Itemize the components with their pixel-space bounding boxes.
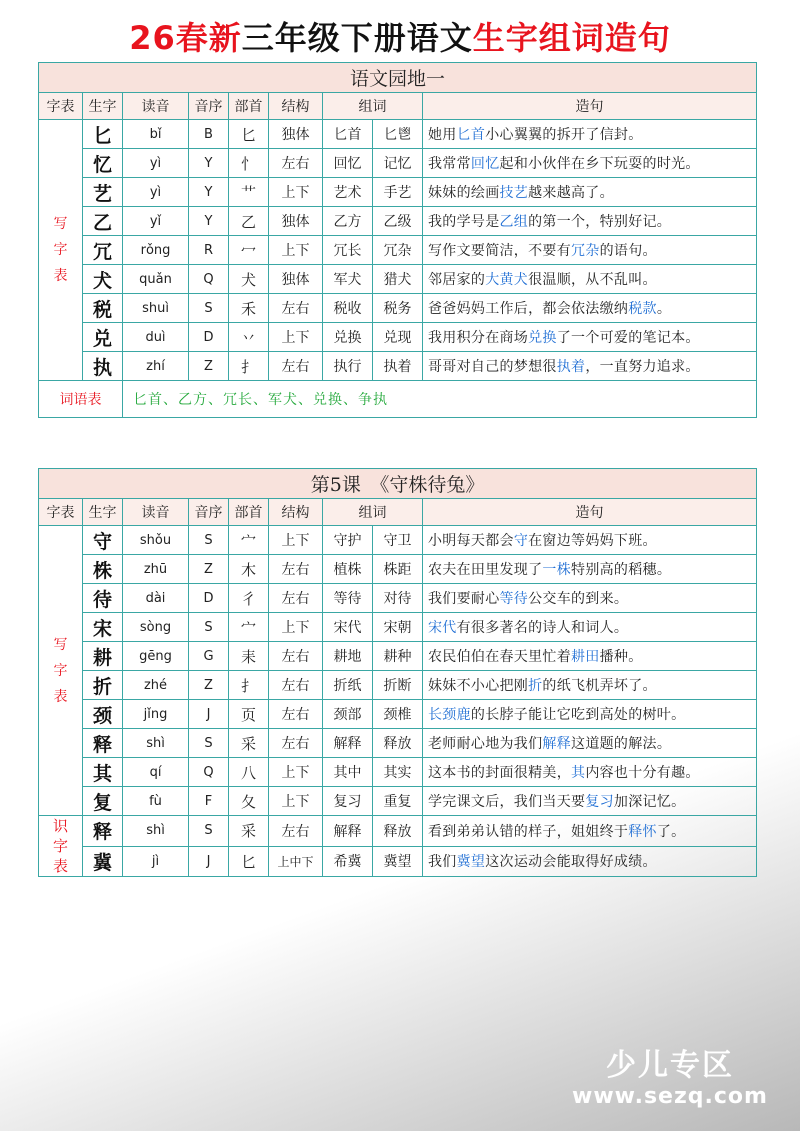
word-cell: 宋代	[323, 613, 373, 642]
word-cell: 冀望	[373, 846, 423, 877]
char-cell: 株	[83, 555, 123, 584]
sequence-cell: J	[189, 700, 229, 729]
sentence-part: 内容也十分有趣。	[585, 765, 700, 781]
sentence-part: ，一直努力追求。	[585, 359, 700, 375]
table-row	[39, 700, 757, 729]
structure-cell: 左右	[269, 642, 323, 671]
ci-table-label: 词语表	[39, 381, 123, 418]
pinyin-cell: shì	[123, 729, 189, 758]
structure-cell: 左右	[269, 816, 323, 847]
sequence-cell: D	[189, 584, 229, 613]
word-cell: 艺术	[323, 178, 373, 207]
header-cell: 结构	[269, 93, 323, 120]
table-row	[39, 846, 757, 877]
pinyin-cell: fù	[123, 787, 189, 816]
sentence-part: 妹妹不小心把刚	[428, 678, 529, 694]
sentence-part: 学完课文后，我们当天要	[428, 794, 586, 810]
radical-cell: 宀	[229, 526, 269, 555]
group-label	[39, 526, 83, 816]
char-cell: 执	[83, 352, 123, 381]
group-label	[39, 120, 83, 381]
char-cell: 犬	[83, 265, 123, 294]
sentence-cell	[423, 352, 757, 381]
structure-cell: 左右	[269, 149, 323, 178]
group-label-char: 字	[53, 662, 68, 679]
pinyin-cell: yì	[123, 149, 189, 178]
highlight-word: 折	[528, 678, 543, 694]
sentence-cell	[423, 671, 757, 700]
sequence-cell: Z	[189, 352, 229, 381]
title-part-1: 26春新	[129, 19, 242, 57]
radical-cell: 禾	[229, 294, 269, 323]
sentence-part: 播种。	[599, 649, 643, 665]
structure-cell: 左右	[269, 700, 323, 729]
word-cell: 宋朝	[373, 613, 423, 642]
header-cell: 音序	[189, 499, 229, 526]
word-cell: 解释	[323, 729, 373, 758]
pinyin-cell: zhí	[123, 352, 189, 381]
highlight-word: 兑换	[528, 330, 557, 346]
radical-cell: 冖	[229, 236, 269, 265]
pinyin-cell: shuì	[123, 294, 189, 323]
table-row	[39, 758, 757, 787]
table-row	[39, 323, 757, 352]
sequence-cell: S	[189, 613, 229, 642]
sentence-part: 这道题的解法。	[571, 736, 672, 752]
table-row	[39, 613, 757, 642]
word-cell: 耕地	[323, 642, 373, 671]
sentence-cell	[423, 236, 757, 265]
sentence-part: 公交车的到来。	[528, 591, 629, 607]
word-cell: 守护	[323, 526, 373, 555]
word-cell: 对待	[373, 584, 423, 613]
word-cell: 执行	[323, 352, 373, 381]
char-cell: 释	[83, 816, 123, 847]
radical-cell: 页	[229, 700, 269, 729]
sequence-cell: Y	[189, 178, 229, 207]
sentence-part: 我的学号是	[428, 214, 500, 230]
highlight-word: 执着	[556, 359, 586, 375]
header-cell: 结构	[269, 499, 323, 526]
radical-cell: 丷	[229, 323, 269, 352]
word-cell: 匕鬯	[373, 120, 423, 149]
sequence-cell: Z	[189, 555, 229, 584]
word-cell: 颈椎	[373, 700, 423, 729]
sentence-cell	[423, 700, 757, 729]
highlight-word: 长颈鹿	[428, 707, 471, 723]
header-cell: 造句	[423, 93, 757, 120]
radical-cell: 匕	[229, 120, 269, 149]
sentence-part: 写作文要简洁，不要有	[428, 243, 571, 259]
header-cell: 读音	[123, 93, 189, 120]
title-part-3: 生字组词造句	[472, 19, 671, 57]
table-row	[39, 294, 757, 323]
pinyin-cell: rǒng	[123, 236, 189, 265]
header-row	[39, 93, 757, 120]
highlight-word: 大黄犬	[485, 272, 529, 288]
section-2-table	[38, 468, 757, 877]
highlight-word: 一株	[542, 562, 572, 578]
char-cell: 其	[83, 758, 123, 787]
section-2-caption: 第5课 《守株待兔》	[39, 469, 757, 499]
pinyin-cell: zhé	[123, 671, 189, 700]
table-row	[39, 526, 757, 555]
watermark-brand: 少儿专区	[606, 1048, 734, 1083]
sentence-part: 加深记忆。	[613, 794, 686, 810]
structure-cell: 上下	[269, 178, 323, 207]
pinyin-cell: quǎn	[123, 265, 189, 294]
char-cell: 折	[83, 671, 123, 700]
header-cell: 造句	[423, 499, 757, 526]
sentence-part: 哥哥对自己的梦想很	[428, 359, 557, 375]
structure-cell: 左右	[269, 729, 323, 758]
radical-cell: 扌	[229, 352, 269, 381]
sentence-part: 我们要耐心	[428, 591, 500, 607]
pinyin-cell: shì	[123, 816, 189, 847]
pinyin-cell: qí	[123, 758, 189, 787]
sentence-part: 了。	[656, 823, 686, 840]
sequence-cell: G	[189, 642, 229, 671]
table-row	[39, 236, 757, 265]
sentence-part: 的语句。	[599, 243, 657, 259]
group-label-char: 字	[52, 837, 68, 855]
radical-cell: 匕	[229, 846, 269, 877]
word-cell: 等待	[323, 584, 373, 613]
sentence-cell	[423, 758, 757, 787]
sentence-part: 起和小伙伴在乡下玩耍的时光。	[499, 156, 700, 172]
radical-cell: 艹	[229, 178, 269, 207]
sentence-part: 有很多著名的诗人和词人。	[456, 620, 629, 636]
sentence-part: 她用	[428, 127, 457, 143]
highlight-word: 技艺	[499, 185, 529, 201]
structure-cell: 上下	[269, 613, 323, 642]
word-cell: 匕首	[323, 120, 373, 149]
word-cell: 乙方	[323, 207, 373, 236]
header-cell: 字表	[39, 93, 83, 120]
sequence-cell: Y	[189, 207, 229, 236]
sentence-part: 农夫在田里发现了	[428, 562, 543, 578]
word-cell: 颈部	[323, 700, 373, 729]
pinyin-cell: dài	[123, 584, 189, 613]
table-row	[39, 555, 757, 584]
sentence-part: 爸爸妈妈工作后，都会依法缴纳	[428, 301, 629, 317]
highlight-word: 其	[571, 765, 586, 781]
word-cell: 军犬	[323, 265, 373, 294]
char-cell: 税	[83, 294, 123, 323]
pinyin-cell: bǐ	[123, 120, 189, 149]
radical-cell: 采	[229, 729, 269, 758]
group-label-char: 写	[53, 636, 68, 653]
sentence-part: 农民伯伯在春天里忙着	[428, 649, 571, 665]
pinyin-cell: zhū	[123, 555, 189, 584]
structure-cell: 左右	[269, 671, 323, 700]
word-cell: 复习	[323, 787, 373, 816]
word-cell: 回忆	[323, 149, 373, 178]
sentence-part: 的长脖子能让它吃到高处的树叶。	[470, 707, 686, 723]
char-cell: 复	[83, 787, 123, 816]
group-label	[39, 816, 83, 877]
word-cell: 记忆	[373, 149, 423, 178]
highlight-word: 复习	[585, 794, 614, 810]
pinyin-cell: sòng	[123, 613, 189, 642]
word-cell: 释放	[373, 729, 423, 758]
group-label-char: 字	[53, 242, 68, 258]
table-row	[39, 816, 757, 847]
header-cell: 生字	[83, 93, 123, 120]
char-cell: 兑	[83, 323, 123, 352]
table-row	[39, 642, 757, 671]
char-cell: 颈	[83, 700, 123, 729]
word-cell: 重复	[373, 787, 423, 816]
sentence-part: 我们	[428, 854, 457, 871]
group-label-char: 写	[53, 216, 68, 232]
highlight-word: 宋代	[428, 620, 457, 636]
header-cell: 音序	[189, 93, 229, 120]
word-cell: 猎犬	[373, 265, 423, 294]
sequence-cell: Z	[189, 671, 229, 700]
word-cell: 解释	[323, 816, 373, 847]
sentence-cell	[423, 613, 757, 642]
highlight-word: 冀望	[456, 854, 486, 871]
table-row	[39, 787, 757, 816]
sentence-part: 小明每天都会	[428, 533, 514, 549]
sequence-cell: S	[189, 729, 229, 758]
table-row	[39, 178, 757, 207]
sentence-part: 这次运动会能取得好成绩。	[485, 854, 657, 871]
radical-cell: 彳	[229, 584, 269, 613]
sentence-part: 我常常	[428, 156, 471, 172]
highlight-word: 税款	[628, 301, 657, 317]
header-cell: 组词	[323, 93, 423, 120]
sentence-cell	[423, 729, 757, 758]
char-cell: 守	[83, 526, 123, 555]
sentence-part: 邻居家的	[428, 272, 486, 288]
page-title	[0, 16, 800, 60]
structure-cell: 左右	[269, 555, 323, 584]
pinyin-cell: duì	[123, 323, 189, 352]
structure-cell: 上下	[269, 758, 323, 787]
table-row	[39, 729, 757, 758]
header-row	[39, 499, 757, 526]
radical-cell: 犬	[229, 265, 269, 294]
group-label-char: 表	[53, 268, 68, 284]
word-cell: 冗长	[323, 236, 373, 265]
char-cell: 耕	[83, 642, 123, 671]
word-cell: 乙级	[373, 207, 423, 236]
sentence-cell	[423, 323, 757, 352]
word-cell: 兑换	[323, 323, 373, 352]
word-cell: 税务	[373, 294, 423, 323]
highlight-word: 解释	[542, 736, 572, 752]
highlight-word: 匕首	[456, 127, 486, 143]
radical-cell: 扌	[229, 671, 269, 700]
structure-cell: 左右	[269, 294, 323, 323]
sentence-part: 特别高的稻穗。	[571, 562, 672, 578]
sentence-part: 这本书的封面很精美，	[428, 765, 571, 781]
sentence-cell	[423, 555, 757, 584]
radical-cell: 耒	[229, 642, 269, 671]
highlight-word: 乙组	[499, 214, 529, 230]
radical-cell: 八	[229, 758, 269, 787]
table-row	[39, 265, 757, 294]
char-cell: 释	[83, 729, 123, 758]
sentence-cell	[423, 526, 757, 555]
structure-cell: 独体	[269, 207, 323, 236]
group-label-char: 识	[52, 817, 68, 835]
watermark-url: www.sezq.com	[572, 1084, 768, 1109]
sentence-part: 的第一个，特别好记。	[528, 214, 672, 230]
sentence-cell	[423, 120, 757, 149]
sentence-cell	[423, 642, 757, 671]
word-cell: 冗杂	[373, 236, 423, 265]
sentence-cell	[423, 207, 757, 236]
word-cell: 守卫	[373, 526, 423, 555]
char-cell: 乙	[83, 207, 123, 236]
char-cell: 忆	[83, 149, 123, 178]
highlight-word: 冗杂	[571, 243, 600, 259]
sentence-part: 的纸飞机弄坏了。	[542, 678, 657, 694]
sequence-cell: S	[189, 294, 229, 323]
radical-cell: 夂	[229, 787, 269, 816]
word-cell: 希冀	[323, 846, 373, 877]
word-cell: 株距	[373, 555, 423, 584]
sentence-part: 了一个可爱的笔记本。	[556, 330, 700, 346]
char-cell: 宋	[83, 613, 123, 642]
sentence-cell	[423, 178, 757, 207]
sequence-cell: R	[189, 236, 229, 265]
radical-cell: 乙	[229, 207, 269, 236]
structure-cell: 独体	[269, 120, 323, 149]
word-cell: 折纸	[323, 671, 373, 700]
structure-cell: 上中下	[269, 846, 323, 877]
header-cell: 字表	[39, 499, 83, 526]
word-cell: 其中	[323, 758, 373, 787]
sequence-cell: D	[189, 323, 229, 352]
header-cell: 部首	[229, 499, 269, 526]
sentence-part: 很温顺，从不乱叫。	[528, 272, 657, 288]
word-cell: 兑现	[373, 323, 423, 352]
char-cell: 待	[83, 584, 123, 613]
header-cell: 读音	[123, 499, 189, 526]
table-row	[39, 671, 757, 700]
table-row	[39, 207, 757, 236]
sentence-cell	[423, 787, 757, 816]
structure-cell: 左右	[269, 584, 323, 613]
sequence-cell: B	[189, 120, 229, 149]
radical-cell: 宀	[229, 613, 269, 642]
char-cell: 匕	[83, 120, 123, 149]
structure-cell: 上下	[269, 526, 323, 555]
highlight-word: 守	[513, 533, 529, 549]
structure-cell: 上下	[269, 236, 323, 265]
pinyin-cell: jǐng	[123, 700, 189, 729]
structure-cell: 左右	[269, 352, 323, 381]
sentence-part: 。	[656, 301, 672, 317]
table-row	[39, 120, 757, 149]
char-cell: 冗	[83, 236, 123, 265]
word-cell: 耕种	[373, 642, 423, 671]
sequence-cell: J	[189, 846, 229, 877]
char-cell: 艺	[83, 178, 123, 207]
sequence-cell: Q	[189, 265, 229, 294]
table-row	[39, 584, 757, 613]
pinyin-cell: shǒu	[123, 526, 189, 555]
header-cell: 组词	[323, 499, 423, 526]
group-label-char: 表	[53, 688, 68, 705]
sentence-cell	[423, 294, 757, 323]
word-cell: 其实	[373, 758, 423, 787]
section-1-table	[38, 62, 757, 418]
sentence-part: 老师耐心地为我们	[428, 736, 543, 752]
sentence-cell	[423, 265, 757, 294]
structure-cell: 独体	[269, 265, 323, 294]
sentence-cell	[423, 816, 757, 847]
word-cell: 释放	[373, 816, 423, 847]
watermark	[570, 1040, 770, 1109]
sequence-cell: S	[189, 816, 229, 847]
pinyin-cell: yǐ	[123, 207, 189, 236]
title-part-2: 三年级下册语文	[241, 19, 473, 57]
pinyin-cell: yì	[123, 178, 189, 207]
highlight-word: 回忆	[470, 156, 500, 172]
sentence-part: 越来越高了。	[528, 185, 614, 201]
word-cell: 植株	[323, 555, 373, 584]
word-cell: 税收	[323, 294, 373, 323]
highlight-word: 等待	[499, 591, 529, 607]
sentence-cell	[423, 584, 757, 613]
sequence-cell: Y	[189, 149, 229, 178]
sequence-cell: S	[189, 526, 229, 555]
sentence-cell	[423, 846, 757, 877]
radical-cell: 木	[229, 555, 269, 584]
highlight-word: 耕田	[571, 649, 600, 665]
sentence-cell	[423, 149, 757, 178]
radical-cell: 采	[229, 816, 269, 847]
table-row	[39, 149, 757, 178]
sentence-part: 妹妹的绘画	[428, 185, 500, 201]
highlight-word: 释怀	[628, 823, 657, 840]
sequence-cell: F	[189, 787, 229, 816]
pinyin-cell: jì	[123, 846, 189, 877]
word-cell: 执着	[373, 352, 423, 381]
sequence-cell: Q	[189, 758, 229, 787]
radical-cell: 忄	[229, 149, 269, 178]
group-label-char: 表	[52, 857, 68, 875]
sentence-part: 看到弟弟认错的样子，姐姐终于	[428, 823, 629, 840]
ci-table-words: 匕首、乙方、冗长、军犬、兑换、争执	[123, 381, 757, 418]
header-cell: 生字	[83, 499, 123, 526]
table-row	[39, 352, 757, 381]
pinyin-cell: gēng	[123, 642, 189, 671]
char-cell: 冀	[83, 846, 123, 877]
sentence-part: 我用积分在商场	[428, 330, 529, 346]
structure-cell: 上下	[269, 787, 323, 816]
header-cell: 部首	[229, 93, 269, 120]
sentence-part: 小心翼翼的拆开了信封。	[485, 127, 643, 143]
word-cell: 折断	[373, 671, 423, 700]
sentence-part: 在窗边等妈妈下班。	[528, 533, 657, 549]
word-cell: 手艺	[373, 178, 423, 207]
section-1-caption: 语文园地一	[39, 63, 757, 93]
structure-cell: 上下	[269, 323, 323, 352]
